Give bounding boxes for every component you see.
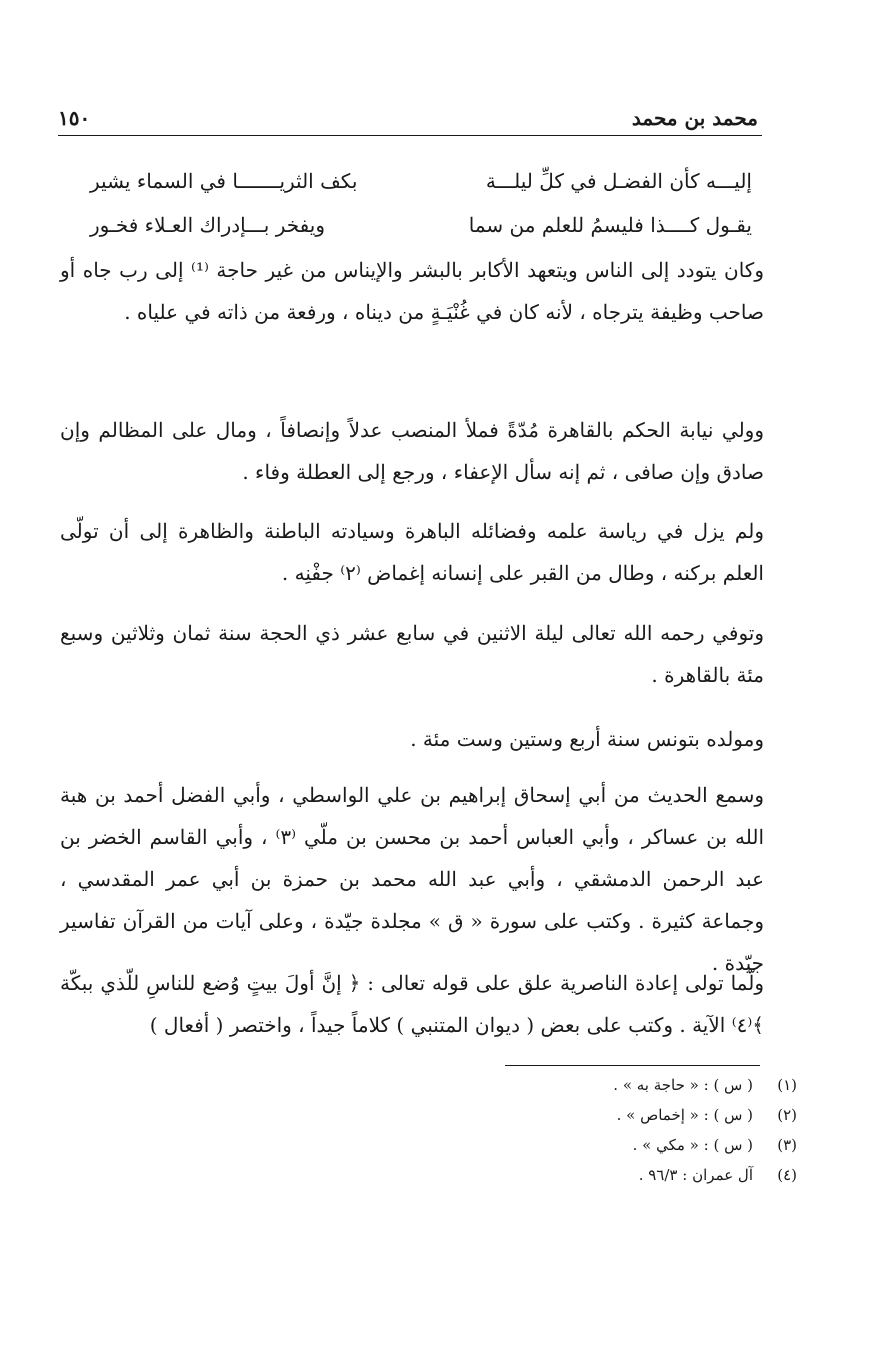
paragraph: وكان يتودد إلى الناس ويتعهد الأكابر بالبشر والإيناس من غير حاجة ⁽¹⁾ إلى رب جاه أو صاحب وظيفة يترجاه ، لأنه كان في غُنْيَـةٍ من ديناه ، ورفعة من ذاته في علياه . xyxy=(60,258,764,324)
verse-second-hemistich: ويفخر بـــإدراك العـلاء فخـور xyxy=(90,213,326,237)
footnote-number: (٣) xyxy=(777,1136,797,1154)
footnote-rule xyxy=(505,1065,760,1066)
footnote-number: (٤) xyxy=(777,1166,797,1184)
footnote-text: آل عمران : ٩٦/٣ . xyxy=(638,1166,753,1184)
footnote-text: ( س ) : « مكي » . xyxy=(632,1136,753,1154)
footnote xyxy=(397,1130,797,1160)
paragraph: وولي نيابة الحكم بالقاهرة مُدّةً فملأ المنصب عدلاً وإنصافاً ، ومال على المظالم وإن صادق وإن صافى ، ثم إنه سأل الإعفاء ، ورجع إلى العطلة وفاء . xyxy=(60,418,764,484)
paragraph: وسمع الحديث من أبي إسحاق إبراهيم بن علي الواسطي ، وأبي الفضل أحمد بن هبة الله بن عساكر ، وأبي العباس أحمد بن محسن بن ملّي ⁽٣⁾ ، وأبي القاسم الخضر بن عبد الرحمن الدمشقي ، وأبي عبد الله محمد بن حمزة بن أبي عمر المقدسي ، وجماعة كثيرة . وكتب على سورة « ق » مجلدة جيّدة ، وعلى آيات من القرآن تفاسير جيّدة . xyxy=(60,783,765,975)
footnote-text: ( س ) : « إخماص » . xyxy=(616,1106,753,1124)
running-header xyxy=(58,100,758,130)
verse-first-hemistich: إليـــه كأن الفضـل في كلِّ ليلـــة xyxy=(485,169,752,193)
running-header-author: محمد بن محمد xyxy=(631,106,758,130)
paragraph: ومولده بتونس سنة أربع وستين وست مئة . xyxy=(410,727,764,751)
paragraph: ولّما تولى إعادة الناصرية علق على قوله تعالى : ﴿ إنَّ أولَ بيتٍ وُضع للناسِ للّذي ببكّة ﴾⁽٤⁾ الآية . وكتب على بعض ( ديوان المتنبي ) كلاماً جيداً ، واختصر ( أفعال ) xyxy=(60,971,764,1037)
verse-line xyxy=(90,207,752,243)
footnote xyxy=(397,1070,797,1100)
footnote-text: ( س ) : « حاجة به » . xyxy=(613,1076,753,1094)
footnote xyxy=(397,1160,797,1190)
footnote-number: (١) xyxy=(777,1076,797,1094)
paragraph: ولم يزل في رياسة علمه وفضائله الباهرة وسيادته الباطنة والظاهرة إلى أن تولّى العلم بركنه ، وطال من القبر على إنسانه إغماض ⁽٢⁾ جفْنِه . xyxy=(60,519,764,585)
header-rule xyxy=(58,135,762,136)
verse-first-hemistich: يقـول كــــذا فليسمُ للعلم من سما xyxy=(468,213,752,237)
verse-second-hemistich: بكف الثريـــــــا في السماء يشير xyxy=(90,169,358,193)
footnotes xyxy=(397,1070,797,1190)
verse-line xyxy=(90,163,752,199)
page-number: ١٥٠ xyxy=(58,106,91,130)
footnote xyxy=(397,1100,797,1130)
footnote-number: (٢) xyxy=(777,1106,797,1124)
paragraph: وتوفي رحمه الله تعالى ليلة الاثنين في سابع عشر ذي الحجة سنة ثمان وثلاثين وسبع مئة بالقاهرة . xyxy=(60,621,764,687)
